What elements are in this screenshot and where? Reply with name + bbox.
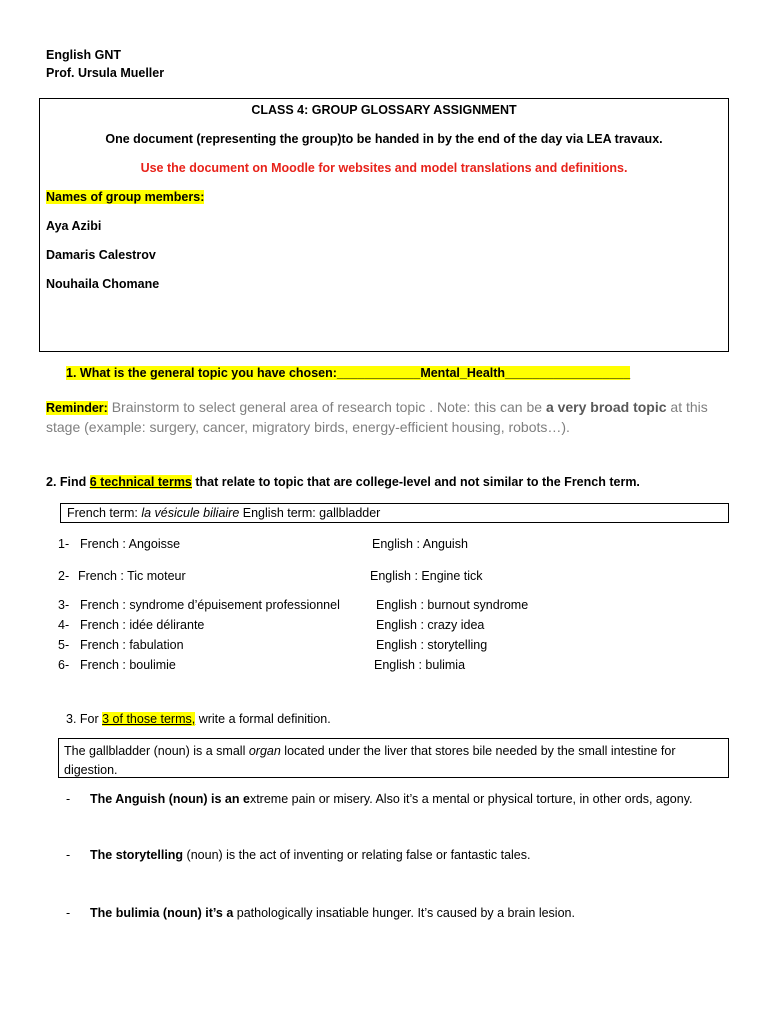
term-english: English : Engine tick	[370, 569, 483, 583]
question-1: 1. What is the general topic you have chosen:____________Mental_Health__________________	[66, 366, 631, 380]
example-definition-box	[58, 738, 729, 778]
member-name: Aya Azibi	[46, 219, 102, 233]
term-french: French : boulimie	[80, 658, 176, 672]
assignment-title: CLASS 4: GROUP GLOSSARY ASSIGNMENT	[251, 103, 517, 117]
definition-item: The storytelling (noun) is the act of inventing or relating false or fantastic tales.	[90, 848, 531, 862]
term-number: 5-	[58, 638, 70, 652]
member-name: Nouhaila Chomane	[46, 277, 160, 291]
course-name: English GNT	[46, 48, 121, 62]
term-number: 4-	[58, 618, 70, 632]
member-name: Damaris Calestrov	[46, 248, 156, 262]
moodle-note: Use the document on Moodle for websites and model translations and definitions.	[140, 161, 628, 175]
reminder-label: Reminder:	[46, 401, 108, 415]
reminder: Reminder: Brainstorm to select general area of research topic . Note: this can be a very broad topic at this stage (example: surgery, cancer, migratory birds, energy-efficient housing, robots…).	[46, 399, 708, 435]
assignment-instruction: One document (representing the group)to be handed in by the end of the day via LEA travaux.	[105, 132, 663, 146]
term-english: English : Anguish	[372, 537, 468, 551]
term-english: English : bulimia	[374, 658, 466, 672]
definition-bullet: -	[66, 848, 71, 862]
term-english: English : crazy idea	[376, 618, 485, 632]
term-french: French : fabulation	[80, 638, 184, 652]
term-english: English : burnout syndrome	[376, 598, 529, 612]
members-label: Names of group members:	[46, 190, 205, 204]
term-number: 6-	[58, 658, 70, 672]
term-english: English : storytelling	[376, 638, 488, 652]
term-number: 2-	[58, 569, 70, 583]
term-french: French : idée délirante	[80, 618, 205, 632]
professor-name: Prof. Ursula Mueller	[46, 66, 165, 80]
example-definition: The gallbladder (noun) is a small organ located under the liver that stores bile needed by the small intestine for digestion.	[64, 744, 676, 777]
question-2: 2. Find 6 technical terms that relate to topic that are college-level and not similar to the French term.	[46, 475, 640, 489]
example-term: French term: la vésicule biliaire English term: gallbladder	[67, 506, 381, 520]
definition-item: The Anguish (noun) is an extreme pain or misery. Also it’s a mental or physical torture, in other ords, agony.	[90, 792, 693, 806]
term-french: French : Tic moteur	[78, 569, 186, 583]
definition-item: The bulimia (noun) it’s a pathologically insatiable hunger. It’s caused by a brain lesion.	[90, 906, 575, 920]
term-number: 1-	[58, 537, 70, 551]
definition-bullet: -	[66, 792, 71, 806]
example-term-box	[60, 503, 729, 523]
term-number: 3-	[58, 598, 70, 612]
definition-bullet: -	[66, 906, 71, 920]
question-3: 3. For 3 of those terms, write a formal definition.	[66, 712, 331, 726]
term-french: French : Angoisse	[80, 537, 181, 551]
assignment-box	[39, 98, 729, 352]
term-french: French : syndrome d’épuisement professionnel	[80, 598, 340, 612]
